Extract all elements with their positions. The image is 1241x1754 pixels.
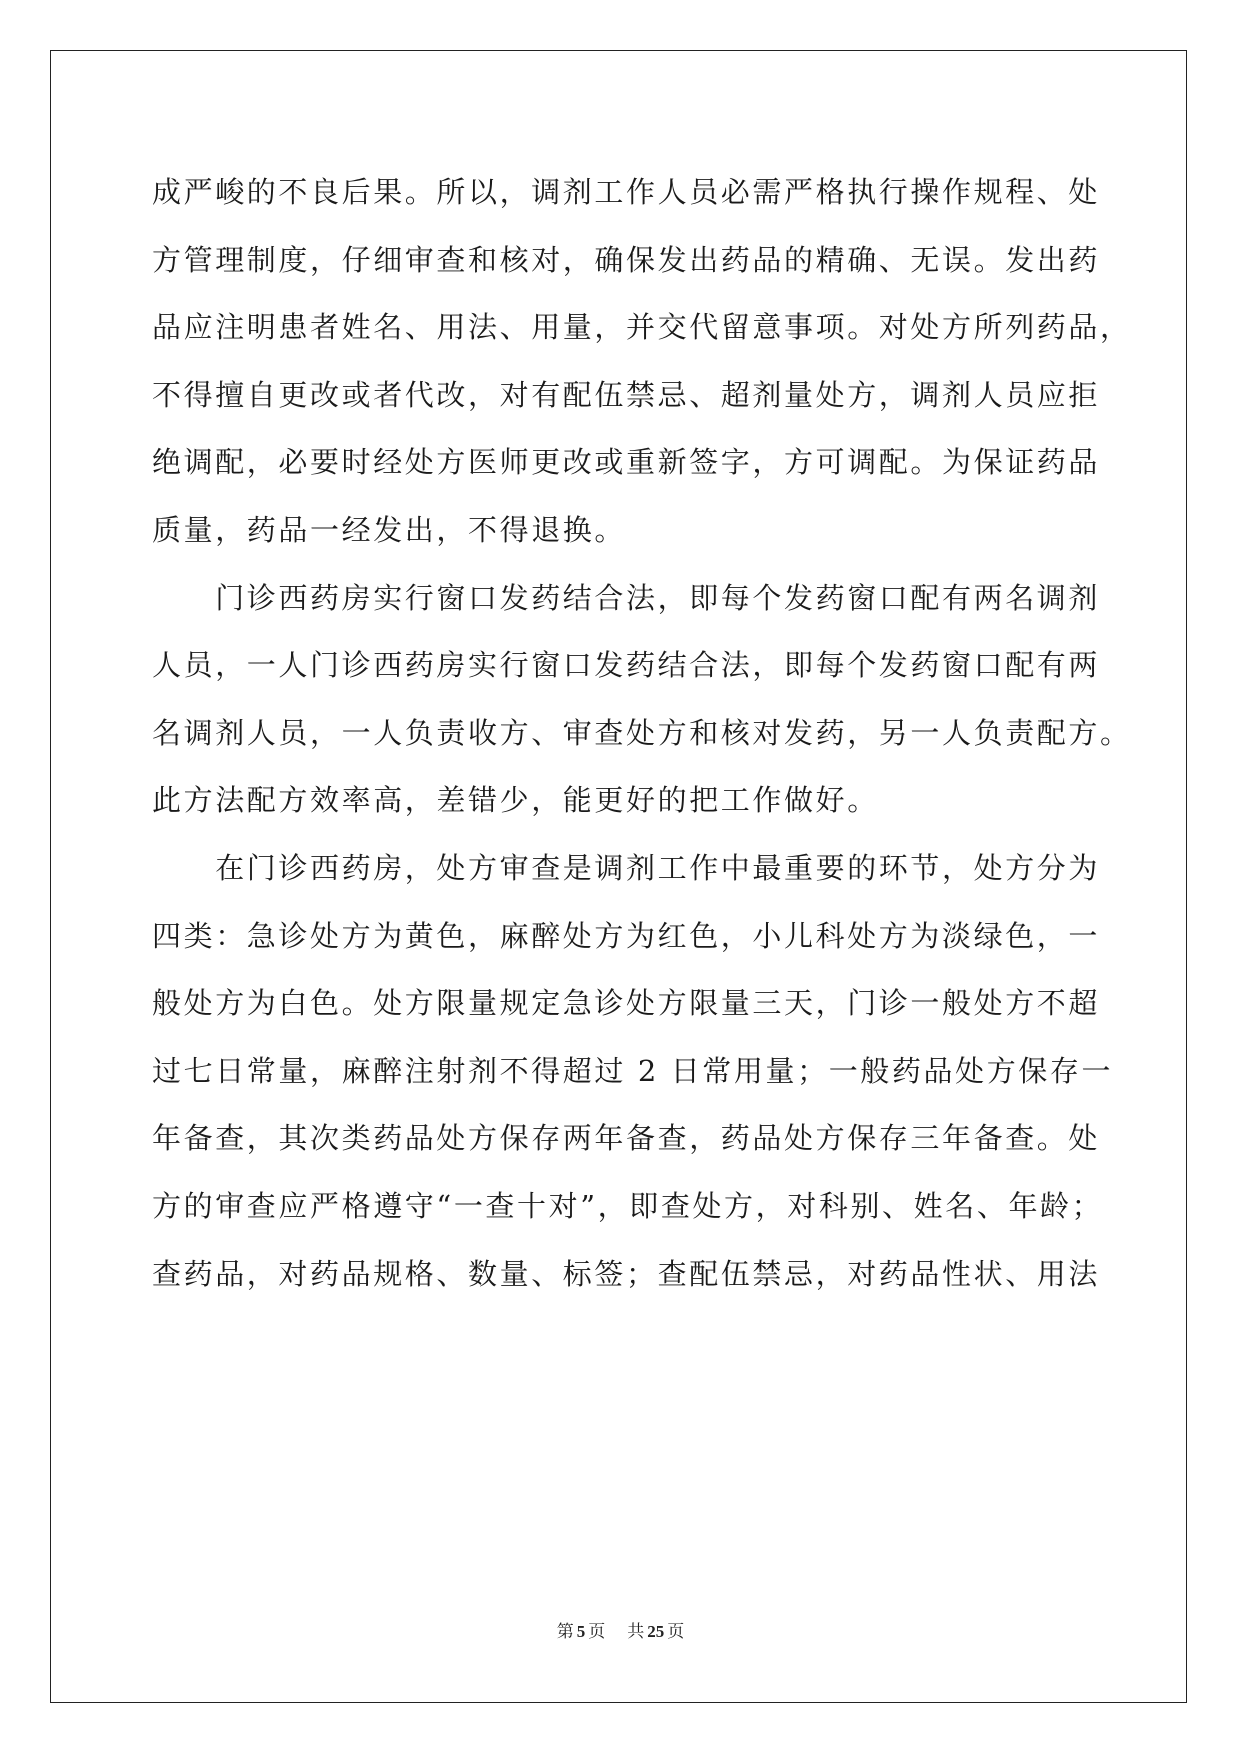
text-line: 方管理制度，仔细审查和核对，确保发出药品的精确、无误。发出药 [152, 242, 1101, 277]
page-footer [0, 1617, 1241, 1642]
total-pages: 25 [647, 1622, 665, 1641]
text-line: 年备查，其次类药品处方保存两年备查，药品处方保存三年备查。处 [152, 1121, 1101, 1156]
text-line: 四类：急诊处方为黄色，麻醉处方为红色，小儿科处方为淡绿色，一 [152, 918, 1101, 953]
text-line: 查药品，对药品规格、数量、标签；查配伍禁忌，对药品性状、用法 [152, 1256, 1101, 1291]
document-body [152, 162, 1132, 1311]
text-line: 品应注明患者姓名、用法、用量，并交代留意事项。对处方所列药品， [152, 310, 1132, 345]
text-line: 在门诊西药房，处方审查是调剂工作中最重要的环节，处方分为 [152, 850, 1101, 885]
total-prefix: 共 [627, 1622, 645, 1642]
page-suffix: 页 [588, 1622, 606, 1642]
text-line: 不得擅自更改或者代改，对有配伍禁忌、超剂量处方，调剂人员应拒 [152, 377, 1101, 412]
text-line: 绝调配，必要时经处方医师更改或重新签字，方可调配。为保证药品 [152, 445, 1101, 480]
total-suffix: 页 [667, 1622, 685, 1642]
text-line: 此方法配方效率高，差错少，能更好的把工作做好。 [152, 783, 879, 818]
text-line: 名调剂人员，一人负责收方、审查处方和核对发药，另一人负责配方。 [152, 715, 1132, 750]
text-line: 质量，药品一经发出，不得退换。 [152, 512, 627, 547]
text-line: 般处方为白色。处方限量规定急诊处方限量三天，门诊一般处方不超 [152, 986, 1101, 1021]
text-line: 门诊西药房实行窗口发药结合法，即每个发药窗口配有两名调剂 [152, 580, 1101, 615]
text-line: 成严峻的不良后果。所以，调剂工作人员必需严格执行操作规程、处 [152, 175, 1101, 209]
page-prefix: 第 [556, 1622, 574, 1642]
text-line: 人员，一人门诊西药房实行窗口发药结合法，即每个发药窗口配有两 [152, 648, 1101, 683]
text-line: 方的审查应严格遵守“一查十对”，即查处方，对科别、姓名、年龄； [152, 1188, 1104, 1223]
page-number: 5 [576, 1622, 586, 1641]
text-line: 过七日常量，麻醉注射剂不得超过 2 日常用量；一般药品处方保存一 [152, 1053, 1114, 1088]
